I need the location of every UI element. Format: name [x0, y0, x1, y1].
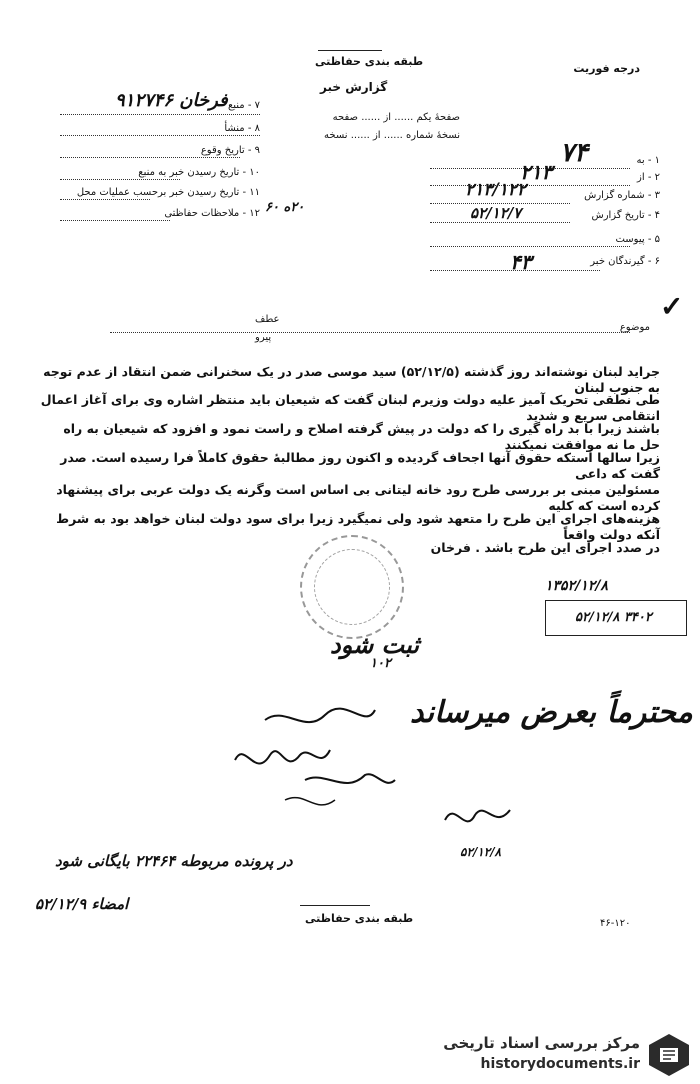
form-code: ۴۶-۱۲۰ — [600, 918, 631, 929]
check-mark: ✓ — [660, 290, 684, 323]
field-1-value: ۷۴ — [560, 138, 588, 168]
archive-website: historydocuments.ir — [480, 1056, 640, 1072]
archive-watermark — [410, 1030, 700, 1080]
date-stamp: ۱۳۵۲/۱۲/۸ — [545, 578, 608, 594]
signature-1: ثبت شود — [330, 630, 420, 659]
body-line-4: زیرا سالها استکه حقوق آنها اجحاف گردیده و اکنون روز مطالبهٔ حقوق کاملاً فرا رسیده است. صدر گفت که داعی — [60, 450, 660, 481]
subject-ref-2: پیرو — [255, 332, 272, 343]
classification-bottom-line — [300, 905, 370, 906]
field-7-value: فرخان ۹۱۲۷۴۶ — [115, 90, 228, 111]
archive-org-name: مرکز بررسی اسناد تاریخی — [443, 1034, 640, 1052]
signatures-scribble — [225, 700, 405, 820]
field-6-value: ۴۳ — [510, 250, 532, 274]
field-8-label: ۸ - منشأ — [224, 123, 260, 134]
field-4-label: ۴ - تاریخ گزارش — [591, 210, 660, 221]
body-line-2: طی نطقی تحریک آمیز علیه دولت وزیرم لبنان گفت که شیعیان باید منتظر اشاره وی برای آغاز اعمال انتقامی سریع و شدید — [40, 392, 660, 423]
field-12-label: ۱۲ - ملاحظات حفاظتی — [164, 208, 260, 219]
priority-label: درجه فوریت — [573, 62, 640, 75]
archive-sign-date: امضاء ۵۲/۱۲/۹ — [35, 895, 129, 913]
archive-logo-icon — [646, 1032, 692, 1078]
field-7-label: ۷ - منبع — [227, 100, 260, 111]
field-3-label: ۳ - شماره گزارش — [584, 190, 660, 201]
classification-top: طبقه بندی حفاظتی — [315, 55, 424, 68]
date-2: ۵۲/۱۲/۸ — [460, 845, 501, 859]
body-line-7: در صدد اجرای این طرح باشد . فرخان — [430, 540, 660, 555]
field-4-value: ۵۲/۱۲/۷ — [470, 204, 522, 222]
round-seal-stamp — [300, 535, 404, 639]
registration-box-text: ۳۴۰۲ ۵۲/۱۲/۸ — [575, 610, 652, 625]
subject-ref-1: عطف — [255, 314, 280, 325]
field-6-label: ۶ - گیرندگان خبر — [590, 256, 660, 267]
body-line-5: مسئولین مبنی بر بررسی طرح رود خانه لیتانی بی اساس است وگرنه یک دولت عربی برای پیشنهاد کرده است که کلیه — [56, 482, 660, 513]
body-line-6: هزینه‌های اجرای این طرح را متعهد شود ولی نمیگیرد زیرا برای سود دولت لبنان خواهد بود به شرط آنکه دولت واقعاً — [56, 511, 660, 542]
field-12-value: ۲۰ه ۶۰ — [265, 200, 305, 215]
copy-line: نسخهٔ شماره ...... از ...... نسخه — [324, 130, 460, 141]
archive-note: در پرونده مربوطه ۲۲۴۶۴ بایگانی شود — [55, 852, 293, 870]
subject-label: موضوع — [619, 322, 650, 333]
field-11-label: ۱۱ - تاریخ رسیدن خبر برحسب عملیات محل — [76, 187, 260, 198]
field-1-label: ۱ - به — [636, 155, 660, 166]
field-2-label: ۲ - از — [637, 172, 660, 183]
submit-note: محترماً بعرض میرساند — [410, 695, 693, 730]
number-note: ۱۰۲ — [370, 656, 391, 671]
field-3-value: ۲۱۳/۱۲۲ — [465, 180, 526, 200]
page-line: صفحهٔ یکم ...... از ...... صفحه — [332, 112, 460, 123]
field-5-label: ۵ - پیوست — [615, 234, 660, 245]
field-2-value: ۲۱۳ — [520, 160, 553, 184]
report-title: گزارش خبر — [320, 80, 388, 94]
body-line-1: جراید لبنان نوشته‌اند روز گذشته (۵۲/۱۲/۵) سید موسی صدر در یک سخنرانی ضمن انتقاد از عدم توجه به جنوب لبنان — [43, 364, 660, 395]
initials-scribble — [440, 790, 520, 840]
classification-bottom: طبقه بندی حفاظتی — [305, 912, 414, 925]
classification-top-line — [318, 50, 382, 51]
field-9-label: ۹ - تاریخ وقوع — [200, 145, 260, 156]
field-10-label: ۱۰ - تاریخ رسیدن خبر به منبع — [138, 167, 260, 178]
body-line-3: باشند زیرا با بد راه گیری را که دولت در پیش گرفته اصلاح و راست نمود و افزود که شیعیان به راه حل ما نه موافقت نمیکنند — [63, 421, 660, 452]
